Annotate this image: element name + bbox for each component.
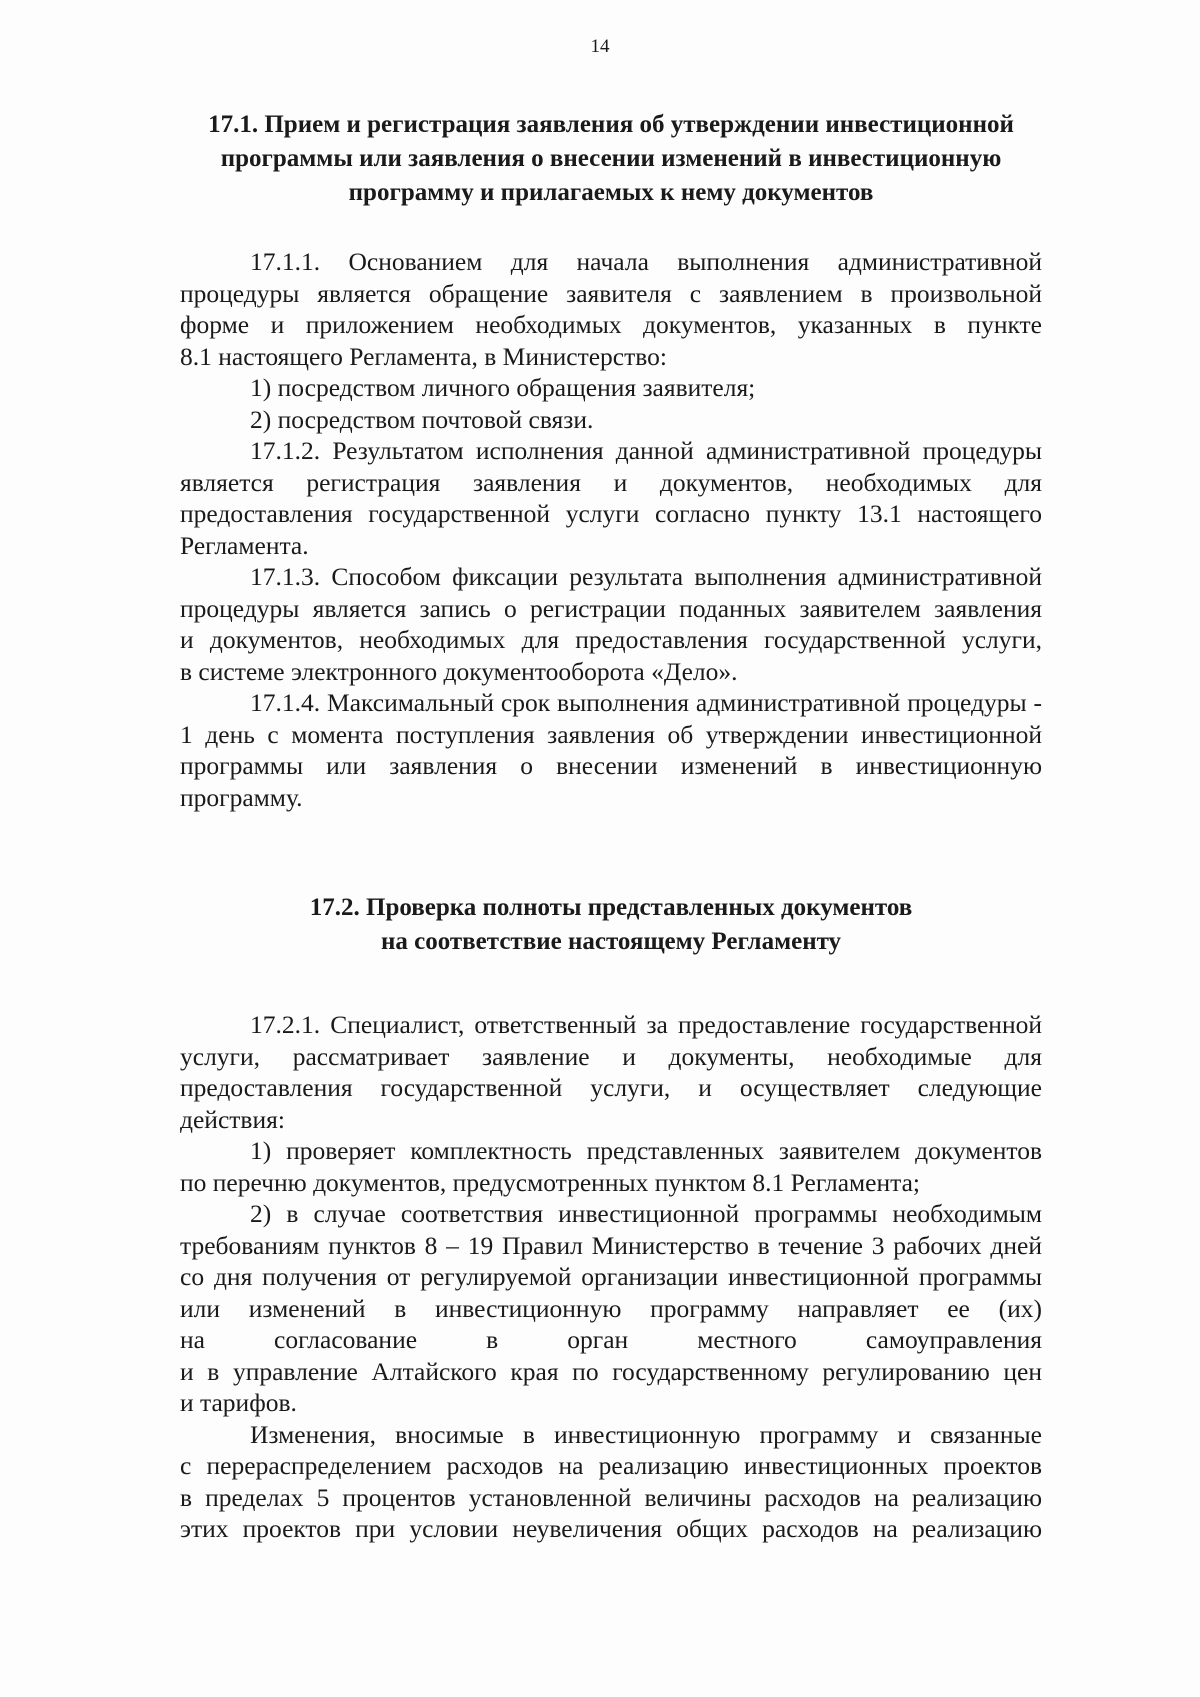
section-body-17-2 [180, 1009, 1042, 1545]
text-line: 17.1.3. Способом фиксации результата выполнения административной [250, 562, 1042, 591]
text-line: программы или заявления о внесении изменений в инвестиционную [180, 751, 1042, 780]
heading-line: 17.1. Прием и регистрация заявления об утверждении инвестиционной [208, 111, 1014, 138]
text-line: и в управление Алтайского края по государственному регулированию цен [180, 1356, 1042, 1386]
text-line: требованиям пунктов 8 – 19 Правил Министерство в течение 3 рабочих дней [180, 1230, 1042, 1260]
list-item: 2) посредством почтовой связи. [250, 404, 594, 434]
heading-line: 17.2. Проверка полноты представленных документов [309, 894, 913, 921]
list-item: 1) проверяет комплектность представленных заявителем документов [250, 1136, 1042, 1165]
list-item: 1) посредством личного обращения заявителя; [250, 373, 756, 402]
heading-line: на соответствие настоящему Регламенту [380, 928, 842, 955]
text-line: и документов, необходимых для предоставления государственной услуги, [180, 625, 1042, 654]
text-line: действия: [180, 1104, 285, 1134]
text-line: 1 день с момента поступления заявления об утверждении инвестиционной [180, 719, 1042, 749]
text-line: предоставления государственной услуги согласно пункту 13.1 настоящего [180, 499, 1042, 528]
text-line: услуги, рассматривает заявление и документы, необходимые для [180, 1041, 1042, 1071]
text-line: Изменения, вносимые в инвестиционную программу и связанные [250, 1419, 1042, 1449]
text-line: форме и приложением необходимых документов, указанных в пункте [180, 310, 1042, 339]
section-heading-17-1 [180, 108, 1042, 210]
text-line: является регистрация заявления и документов, необходимых для [180, 467, 1042, 497]
text-line: этих проектов при условии неувеличения общих расходов на реализацию [180, 1514, 1042, 1543]
text-line: с перераспределением расходов на реализацию инвестиционных проектов [180, 1451, 1042, 1480]
text-line: и тарифов. [180, 1388, 297, 1417]
text-line: процедуры является обращение заявителя с заявлением в произвольной [180, 278, 1042, 308]
text-line: Регламента. [180, 530, 309, 560]
text-line: программу. [180, 782, 303, 812]
text-line: на согласование в орган местного самоуправления [180, 1325, 1042, 1354]
text-line: 17.1.2. Результатом исполнения данной административной процедуры [250, 436, 1042, 465]
text-line: в пределах 5 процентов установленной величины расходов на реализацию [180, 1482, 1042, 1512]
heading-line: программу и прилагаемых к нему документов [348, 179, 874, 206]
document-body [180, 108, 1042, 1545]
text-line: со дня получения от регулируемой организации инвестиционной программы [180, 1262, 1042, 1291]
text-line: или изменений в инвестиционную программу направляет ее (их) [180, 1293, 1042, 1323]
text-line: предоставления государственной услуги, и осуществляет следующие [180, 1073, 1042, 1102]
text-line: 17.1.4. Максимальный срок выполнения административной процедуры - [250, 688, 1042, 717]
list-item: 2) в случае соответствия инвестиционной программы необходимым [250, 1199, 1042, 1228]
section-body-17-1 [180, 246, 1042, 813]
heading-line: программы или заявления о внесении изменений в инвестиционную [220, 145, 1002, 172]
text-line: по перечню документов, предусмотренных пунктом 8.1 Регламента; [180, 1167, 920, 1197]
text-line: 17.2.1. Специалист, ответственный за предоставление государственной [250, 1010, 1042, 1039]
page-number: 14 [590, 36, 610, 57]
text-line: 17.1.1. Основанием для начала выполнения административной [250, 247, 1042, 276]
section-heading-17-2 [180, 891, 1042, 959]
text-line: 8.1 настоящего Регламента, в Министерство: [180, 341, 667, 371]
text-line: процедуры является запись о регистрации поданных заявителем заявления [180, 593, 1042, 623]
text-line: в системе электронного документооборота «Дело». [180, 656, 738, 686]
